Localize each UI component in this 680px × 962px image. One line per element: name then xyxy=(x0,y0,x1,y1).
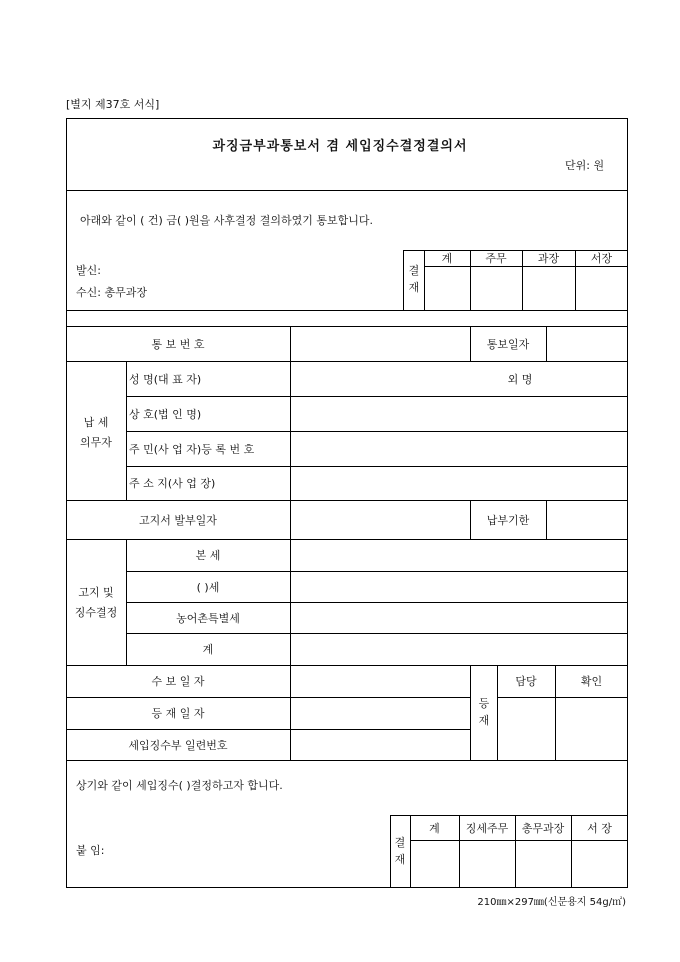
registration-stamp-label: 등 재 xyxy=(478,697,490,727)
taxpayer-name-label: 성 명(대 표 자) xyxy=(129,372,202,386)
rural-tax-label: 농어촌특별세 xyxy=(176,611,240,625)
issue-date-label: 고지서 발부일자 xyxy=(139,513,217,527)
outside-name-label: 외 명 xyxy=(507,372,533,386)
taxpayer-address-label: 주 소 지(사 업 장) xyxy=(129,477,216,490)
notice-number-label: 통 보 번 호 xyxy=(151,337,205,351)
ledger-serial-label: 세입징수부 일련번호 xyxy=(128,738,228,752)
principal-tax-label: 본 세 xyxy=(195,549,221,562)
confirm-label: 확인 xyxy=(580,675,603,688)
levy-group-label: 고지 및 징수결정 xyxy=(74,586,118,619)
taxpayer-regno-label: 주 민(사 업 자)등 록 번 호 xyxy=(129,442,255,456)
approval-top-col: 과장 xyxy=(537,252,560,265)
approval-top-label: 결 재 xyxy=(408,264,420,294)
in-charge-label: 담당 xyxy=(515,675,537,688)
receipt-date-label: 수 보 일 자 xyxy=(151,675,205,688)
form-number-label: [별지 제37호 서식] xyxy=(66,98,160,111)
approval-bottom-col: 서 장 xyxy=(587,821,612,835)
unit-label: 단위: 원 xyxy=(565,159,605,172)
approval-top-col: 주무 xyxy=(485,252,507,265)
approval-bottom-col: 총무과장 xyxy=(521,821,565,835)
notice-date-label: 통보일자 xyxy=(486,337,530,351)
approval-bottom-col: 징세주무 xyxy=(465,821,509,835)
total-label: 계 xyxy=(202,643,214,656)
sender-label: 발신: xyxy=(76,264,101,277)
taxpayer-group-label: 납 세 의무자 xyxy=(80,416,112,449)
receiver-label: 수신: 총무과장 xyxy=(76,286,147,299)
paper-spec-footer: 210㎜×297㎜(신문용지 54g/㎡) xyxy=(477,897,626,908)
attachment-label: 붙 임: xyxy=(76,844,105,857)
header-divider xyxy=(66,190,628,191)
approval-bottom-col: 계 xyxy=(429,821,440,835)
taxpayer-company-label: 상 호(법 인 명) xyxy=(129,407,202,421)
approval-bottom-label: 결 재 xyxy=(394,836,406,866)
notice-text: 아래와 같이 ( 건) 금( )원을 사후결정 결의하였기 통보합니다. xyxy=(80,214,374,227)
approval-top-col: 서장 xyxy=(590,252,613,265)
form-title: 과징금부과통보서 겸 세입징수결정결의서 xyxy=(212,139,468,154)
other-tax-label: ( )세 xyxy=(196,580,220,594)
registration-date-label: 등 재 일 자 xyxy=(151,707,205,720)
approval-top-col: 계 xyxy=(441,252,453,265)
decision-text: 상기와 같이 세입징수( )결정하고자 합니다. xyxy=(76,779,283,792)
due-date-label: 납부기한 xyxy=(486,513,530,527)
